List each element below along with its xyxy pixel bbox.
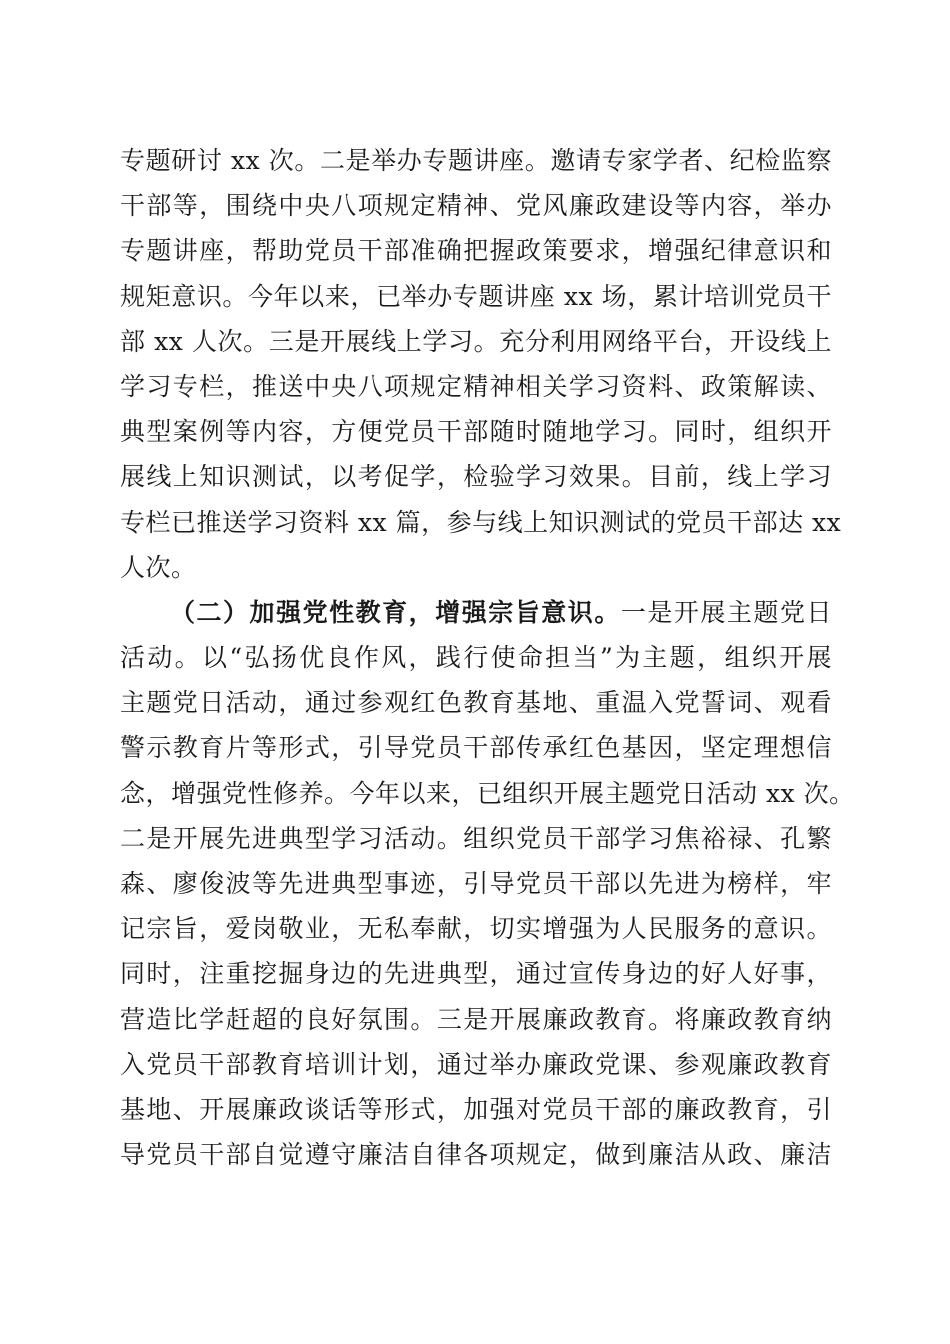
text-line: 专题研讨 xx 次。二是举办专题讲座。邀请专家学者、纪检监察: [120, 146, 832, 175]
section-heading: （二）加强党性教育，增强宗旨意识。: [170, 597, 621, 627]
text-line: 记宗旨，爱岗敬业，无私奉献，切实增强为人民服务的意识。: [120, 914, 832, 944]
text-line: 森、廖俊波等先进典型事迹，引导党员干部以先进为榜样，牢: [120, 869, 832, 898]
text-line: 人次。: [120, 552, 197, 582]
text-line: 干部等，围绕中央八项规定精神、党风廉政建设等内容，举办: [120, 191, 832, 221]
text-line: 学习专栏，推送中央八项规定精神相关学习资料、政策解读、: [120, 371, 832, 401]
text-line: [120, 590, 832, 635]
document-page: [120, 138, 855, 1177]
text-line: 规矩意识。今年以来，已举办专题讲座 xx 场，累计培训党员干: [120, 281, 832, 311]
text-line: 营造比学赶超的良好氛围。三是开展廉政教育。将廉政教育纳: [120, 1004, 832, 1034]
text-line: 念，增强党性修养。今年以来，已组织开展主题党日活动 xx 次。: [120, 778, 855, 808]
text-line: 部 xx 人次。三是开展线上学习。充分利用网络平台，开设线上: [120, 326, 832, 356]
text-line: 专题讲座，帮助党员干部准确把握政策要求，增强纪律意识和: [120, 236, 832, 266]
text-line: 专栏已推送学习资料 xx 篇，参与线上知识测试的党员干部达 xx: [120, 507, 842, 537]
text-line: 基地、开展廉政谈话等形式，加强对党员干部的廉政教育，引: [120, 1094, 832, 1124]
text-line: 二是开展先进典型学习活动。组织党员干部学习焦裕禄、孔繁: [120, 823, 832, 853]
paragraph-2: [120, 590, 855, 1177]
text-line: 主题党日活动，通过参观红色教育基地、重温入党誓词、观看: [120, 688, 832, 718]
text-line: 入党员干部教育培训计划，通过举办廉政党课、参观廉政教育: [120, 1049, 832, 1079]
text-line: 导党员干部自觉遵守廉洁自律各项规定，做到廉洁从政、廉洁: [120, 1140, 832, 1170]
paragraph-1: [120, 138, 842, 590]
text-line: 展线上知识测试，以考促学，检验学习效果。目前，线上学习: [120, 462, 832, 492]
text-line: 活动。以“弘扬优良作风，践行使命担当”为主题，组织开展: [120, 643, 832, 673]
text-line: 警示教育片等形式，引导党员干部传承红色基因，坚定理想信: [120, 733, 832, 763]
text-run: 一是开展主题党日: [620, 597, 832, 627]
text-line: 典型案例等内容，方便党员干部随时随地学习。同时，组织开: [120, 417, 832, 447]
text-line: 同时，注重挖掘身边的先进典型，通过宣传身边的好人好事，: [120, 959, 832, 989]
